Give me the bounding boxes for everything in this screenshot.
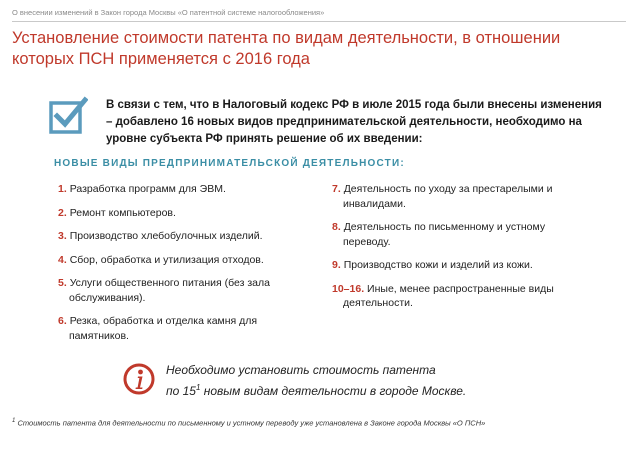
list-item [58, 253, 308, 268]
item-text: Разработка программ для ЭВМ. [69, 183, 226, 195]
item-text: Деятельность по уходу за престарелыми и инвалидами. [343, 183, 553, 210]
item-text: Услуги общественного питания (без зала обслуживания). [69, 277, 270, 304]
item-text: Производство хлебобулочных изделий. [69, 230, 263, 242]
item-text: Производство кожи и изделий из кожи. [343, 259, 533, 271]
item-text: Деятельность по письменному и устному переводу. [343, 221, 546, 248]
info-note-suffix: новым видам деятельности в городе Москве. [200, 384, 467, 398]
item-text: Ремонт компьютеров. [69, 206, 176, 219]
list-item [332, 220, 592, 249]
item-number: 5. [58, 277, 67, 289]
activity-list-left [58, 182, 308, 352]
info-note [166, 362, 586, 400]
info-note-line1: Необходимо установить стоимость патента [166, 363, 436, 377]
item-number: 2. [58, 206, 67, 219]
list-item [332, 282, 592, 311]
item-number: 3. [58, 230, 67, 242]
footnote-marker: 1 [195, 383, 201, 392]
footnote-text: Стоимость патента для деятельности по письменному и устному переводу уже установлена в Законе города Москвы «О ПСН» [17, 418, 486, 428]
footnote [12, 418, 628, 428]
item-text: Иные, менее распространенные виды деятельности. [343, 282, 554, 309]
info-circle-icon [123, 363, 155, 395]
list-item [58, 182, 308, 197]
list-item [58, 276, 308, 305]
list-item [332, 258, 592, 273]
list-item [332, 182, 592, 211]
list-item [58, 206, 308, 221]
item-number: 1. [58, 183, 67, 195]
checkbox-check-icon [48, 96, 88, 136]
intro-text: В связи с тем, что в Налоговый кодекс РФ в июле 2015 года были внесены изменения – добавлено 16 новых видов предпринимательской деятельности, необходимо на уровне субъекта РФ принять решение об их введении: [106, 99, 602, 145]
section-heading: НОВЫЕ ВИДЫ ПРЕДПРИНИМАТЕЛЬСКОЙ ДЕЯТЕЛЬНОСТИ: [54, 158, 405, 169]
item-text: Резка, обработка и отделка камня для памятников. [69, 315, 258, 342]
header-note: О внесении изменений в Закон города Москвы «О патентной системе налогообложения» [12, 8, 325, 17]
footnote-marker: 1 [12, 418, 16, 424]
item-number: 10–16. [332, 282, 365, 295]
header-divider [12, 21, 626, 22]
item-number: 6. [58, 315, 67, 327]
item-number: 4. [58, 253, 67, 266]
page-title: Установление стоимости патента по видам деятельности, в отношении которых ПСН применяется с 2016 года [12, 29, 561, 68]
item-number: 9. [332, 259, 341, 271]
list-item [58, 314, 308, 343]
item-text: Сбор, обработка и утилизация отходов. [69, 253, 264, 266]
item-number: 7. [332, 183, 341, 195]
info-note-line2 [166, 379, 586, 400]
activity-list-right [332, 182, 592, 320]
info-note-prefix: по 15 [166, 384, 196, 398]
item-number: 8. [332, 221, 341, 233]
list-item [58, 229, 308, 244]
